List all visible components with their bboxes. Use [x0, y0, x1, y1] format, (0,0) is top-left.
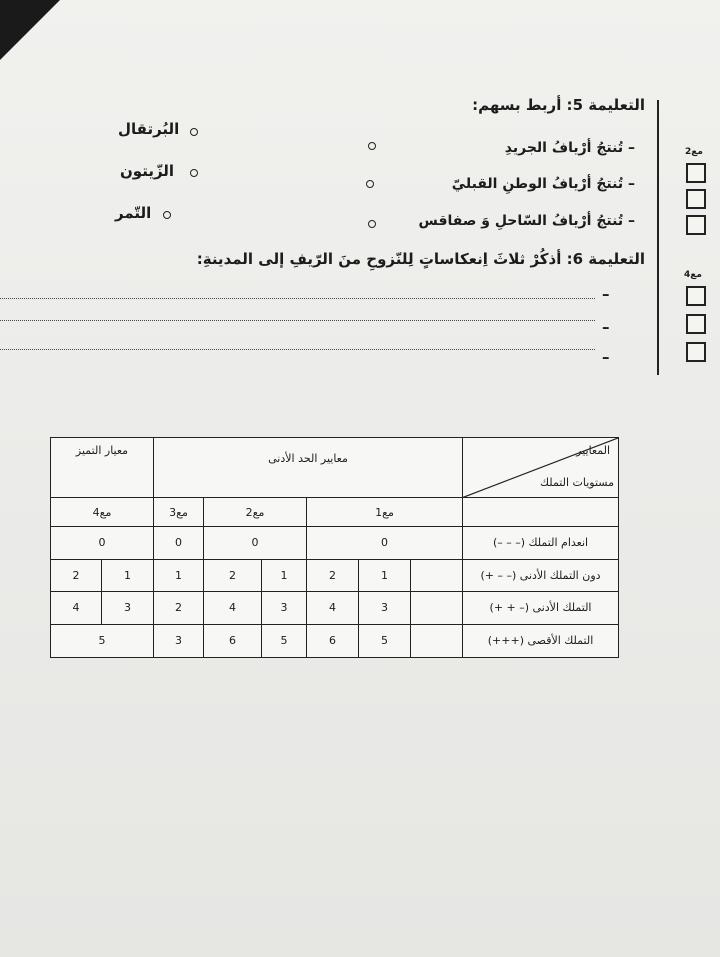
- score-cell: 1: [359, 559, 411, 591]
- score-box[interactable]: [686, 215, 706, 235]
- answer-dash-1: –: [602, 285, 610, 303]
- item-text: تُنتجُ أرْيافُ الجريدِ: [504, 140, 624, 156]
- answer-line-2[interactable]: [0, 320, 595, 321]
- empty-cell: [411, 591, 463, 624]
- product3-dot-icon[interactable]: [163, 211, 171, 219]
- score-cell: 1: [262, 559, 307, 591]
- level-label: دون التملك الأدنى (– – +): [463, 559, 619, 591]
- excellence-header: معيار التميز: [51, 438, 154, 498]
- score-cell: 2: [154, 591, 204, 624]
- criterion-2: مع2: [204, 498, 307, 526]
- score-cell: 6: [307, 624, 359, 657]
- item-text: تُنتجُ أرْيافُ السّاحلِ وَ صفاقس: [418, 213, 624, 229]
- margin-rule: [657, 100, 659, 375]
- score-box[interactable]: [686, 189, 706, 209]
- answer-line-1[interactable]: [0, 298, 595, 299]
- score-box[interactable]: [686, 286, 706, 306]
- score-cell: 4: [51, 591, 102, 624]
- score-cell: 5: [262, 624, 307, 657]
- product1-dot-icon[interactable]: [190, 128, 198, 136]
- score-cell: 1: [102, 559, 154, 591]
- corner-header: [463, 438, 619, 498]
- score-cell: 5: [359, 624, 411, 657]
- corner-top-label: المعايير: [576, 444, 611, 457]
- level-label: التملك الأدنى (– + +): [463, 591, 619, 624]
- item-text: تُنتجُ أرْيافُ الوطنِ القبليّ: [451, 176, 624, 192]
- score-cell: 2: [307, 559, 359, 591]
- product2-dot-icon[interactable]: [190, 169, 198, 177]
- score-cell: 3: [102, 591, 154, 624]
- item3-dot-icon[interactable]: [368, 220, 376, 228]
- score-cell: 3: [359, 591, 411, 624]
- answer-dash-2: –: [602, 318, 610, 336]
- grading-table: [50, 437, 619, 658]
- exercise5-item-2: – تُنتجُ أرْيافُ الوطنِ القبليّ: [451, 176, 635, 192]
- exercise6-title: التعليمة 6: أذكُرْ ثلاثَ اِنعكاساتٍ لِلنّزوحِ منَ الرّيفِ إلى المدينةِ:: [196, 250, 645, 268]
- product-dates: التّمر: [115, 204, 152, 222]
- score-box[interactable]: [686, 342, 706, 362]
- score-cell: 2: [51, 559, 102, 591]
- level-label: انعدام التملك (– – –): [463, 526, 619, 559]
- score-cell: 5: [51, 624, 154, 657]
- product-orange: البُرتقال: [118, 120, 180, 138]
- side-crit4-label: مع4: [684, 270, 702, 280]
- empty-cell: [411, 559, 463, 591]
- score-box[interactable]: [686, 314, 706, 334]
- corner-bottom-label: مستويات التملك: [540, 476, 615, 490]
- minimum-criteria-header: معايير الحد الأدنى: [154, 438, 463, 498]
- item1-dot-icon[interactable]: [368, 142, 376, 150]
- score-cell: 0: [204, 526, 307, 559]
- answer-line-3[interactable]: [0, 349, 595, 350]
- answer-dash-3: –: [602, 348, 610, 366]
- score-cell: 6: [204, 624, 262, 657]
- item2-dot-icon[interactable]: [366, 180, 374, 188]
- score-cell: 0: [154, 526, 204, 559]
- empty-cell: [463, 498, 619, 526]
- exercise5-item-1: – تُنتجُ أرْيافُ الجريدِ: [504, 140, 635, 156]
- side-crit2-label: مع2: [685, 147, 703, 157]
- score-cell: 2: [204, 559, 262, 591]
- exercise5-title: التعليمة 5: أربط بسهم:: [472, 96, 645, 114]
- score-cell: 0: [307, 526, 463, 559]
- score-cell: 4: [307, 591, 359, 624]
- score-cell: 1: [154, 559, 204, 591]
- criterion-3: مع3: [154, 498, 204, 526]
- exercise5-item-3: – تُنتجُ أرْيافُ السّاحلِ وَ صفاقس: [418, 213, 635, 229]
- score-cell: 3: [154, 624, 204, 657]
- score-cell: 0: [51, 526, 154, 559]
- criterion-4: مع4: [51, 498, 154, 526]
- folded-corner: [0, 0, 60, 60]
- score-cell: 4: [204, 591, 262, 624]
- level-label: التملك الأقصى (+++): [463, 624, 619, 657]
- score-box[interactable]: [686, 163, 706, 183]
- product-olive: الزّيتون: [120, 162, 175, 180]
- criterion-1: مع1: [307, 498, 463, 526]
- empty-cell: [411, 624, 463, 657]
- score-cell: 3: [262, 591, 307, 624]
